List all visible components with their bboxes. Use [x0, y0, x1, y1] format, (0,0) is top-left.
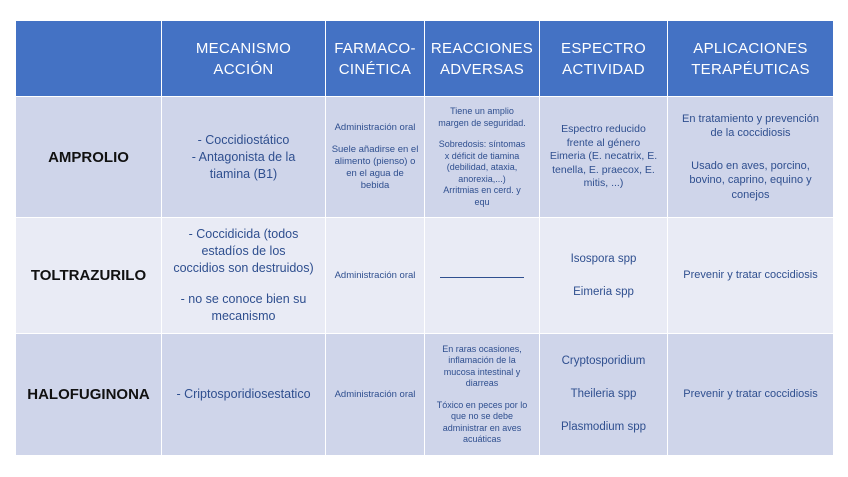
espectro-cell: Isospora spp Eimeria spp [540, 218, 668, 334]
header-aplicaciones: APLICACIONES TERAPÉUTICAS [668, 21, 834, 97]
farmacocinetica-cell: Administración oral [326, 334, 425, 456]
reacciones-cell [425, 218, 540, 334]
table-row-halofuginona [16, 334, 834, 456]
reacciones-cell: Tiene un amplio margen de seguridad. Sobredosis: síntomas x déficit de tiamina (debilidad, ataxia, anorexia,...) Arritmias en cerd. y equ [425, 97, 540, 218]
mecanismo-cell: - Coccidicida (todos estadíos de los coccidios son destruidos) - no se conoce bien su mecanismo [162, 218, 326, 334]
espectro-cell: Cryptosporidium Theileria spp Plasmodium spp [540, 334, 668, 456]
farmacocinetica-cell: Administración oral Suele añadirse en el alimento (pienso) o en el agua de bebida [326, 97, 425, 218]
drug-name: HALOFUGINONA [16, 334, 162, 456]
espectro-cell: Espectro reducido frente al género Eimeria (E. necatrix, E. tenella, E. praecox, E. mitis, ...) [540, 97, 668, 218]
header-drug [16, 21, 162, 97]
header-row [16, 21, 834, 97]
aplicaciones-cell: Prevenir y tratar coccidiosis [668, 334, 834, 456]
table-row-amprolio [16, 97, 834, 218]
drug-name: AMPROLIO [16, 97, 162, 218]
pharmacology-table [15, 20, 834, 456]
header-espectro: ESPECTRO ACTIVIDAD [540, 21, 668, 97]
mecanismo-cell: - Coccidiostático - Antagonista de la tiamina (B1) [162, 97, 326, 218]
table-row-toltrazurilo [16, 218, 834, 334]
mecanismo-cell: - Criptosporidiosestatico [162, 334, 326, 456]
header-reacciones: REACCIONES ADVERSAS [425, 21, 540, 97]
empty-dash [440, 269, 524, 278]
header-farmacocinetica: FARMACO- CINÉTICA [326, 21, 425, 97]
aplicaciones-cell: Prevenir y tratar coccidiosis [668, 218, 834, 334]
aplicaciones-cell: En tratamiento y prevención de la coccidiosis Usado en aves, porcino, bovino, caprino, equino y conejos [668, 97, 834, 218]
reacciones-cell: En raras ocasiones, inflamación de la mucosa intestinal y diarreas Tóxico en peces por lo que no se debe administrar en aves acuáticas [425, 334, 540, 456]
header-mecanismo: MECANISMO ACCIÓN [162, 21, 326, 97]
drug-name: TOLTRAZURILO [16, 218, 162, 334]
farmacocinetica-cell: Administración oral [326, 218, 425, 334]
